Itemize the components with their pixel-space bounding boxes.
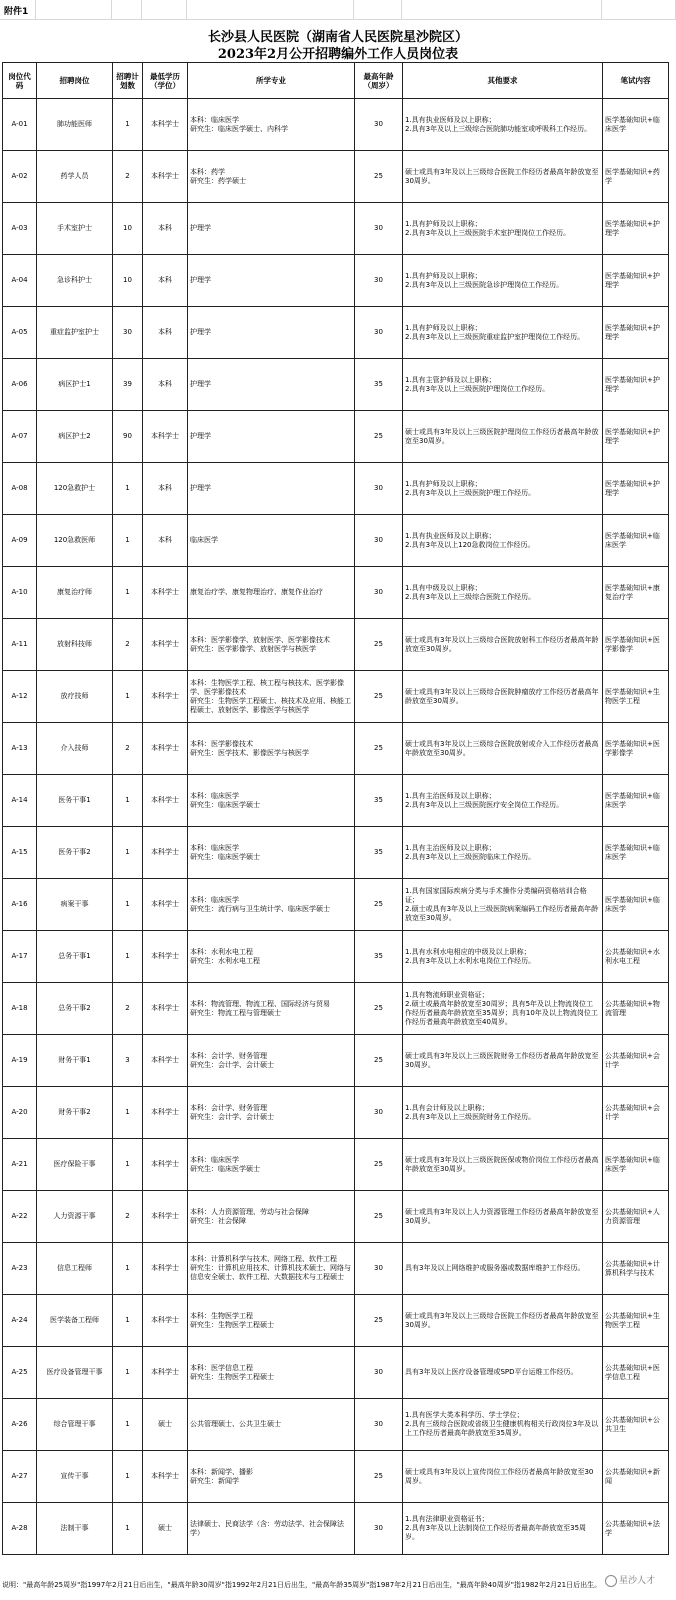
cell-major: 本科：人力资源管理、劳动与社会保障 研究生：社会保障 (188, 1191, 355, 1243)
cell-post: 总务干事1 (37, 931, 113, 983)
cell-age: 25 (355, 1191, 403, 1243)
header-code: 岗位代码 (3, 63, 37, 99)
cell-num: 1 (113, 1295, 143, 1347)
cell-post: 手术室护士 (37, 203, 113, 255)
table-row (3, 567, 669, 619)
cell-age: 35 (355, 359, 403, 411)
cell-req: 1.具有护师及以上职称； 2.具有3年及以上三级医院手术室护理岗位工作经历。 (403, 203, 603, 255)
table-row (3, 1139, 669, 1191)
cell-code: A-12 (3, 671, 37, 723)
cell-exam: 公共基础知识+新闻 (603, 1451, 669, 1503)
cell-edu: 本科学士 (143, 151, 188, 203)
cell-num: 1 (113, 463, 143, 515)
header-exam: 笔试内容 (603, 63, 669, 99)
cell-req: 1.具有主治医师及以上职称； 2.具有3年及以上三级医院医疗安全岗位工作经历。 (403, 775, 603, 827)
cell-age: 30 (355, 515, 403, 567)
cell-num: 1 (113, 1243, 143, 1295)
cell-age: 25 (355, 1139, 403, 1191)
cell-edu: 本科 (143, 307, 188, 359)
cell-edu: 本科 (143, 255, 188, 307)
cell-code: A-22 (3, 1191, 37, 1243)
cell-major: 护理学 (188, 203, 355, 255)
cell-edu: 本科学士 (143, 1295, 188, 1347)
cell-num: 2 (113, 151, 143, 203)
watermark-text: 星沙人才 (618, 1576, 655, 1586)
positions-table (2, 62, 669, 1555)
cell-post: 120急救护士 (37, 463, 113, 515)
cell-major: 本科：会计学、财务管理 研究生：会计学、会计硕士 (188, 1035, 355, 1087)
cell-major: 本科：水利水电工程 研究生：水利水电工程 (188, 931, 355, 983)
cell-age: 35 (355, 775, 403, 827)
cell-exam: 医学基础知识+护理学 (603, 359, 669, 411)
cell-num: 1 (113, 1399, 143, 1451)
cell-req: 1.具有水利水电相应的中级及以上职称； 2.具有3年及以上水利水电岗位工作经历。 (403, 931, 603, 983)
cell-age: 30 (355, 1503, 403, 1555)
cell-num: 30 (113, 307, 143, 359)
cell-exam: 医学基础知识+临床医学 (603, 827, 669, 879)
cell-code: A-28 (3, 1503, 37, 1555)
table-row (3, 151, 669, 203)
cell-req: 硕士或具有3年及以上三级医院医保或物价岗位工作经历者最高年龄放宽至30周岁。 (403, 1139, 603, 1191)
cell-num: 90 (113, 411, 143, 463)
table-row (3, 463, 669, 515)
cell-exam: 医学基础知识+医学影像学 (603, 619, 669, 671)
cell-post: 宣传干事 (37, 1451, 113, 1503)
cell-age: 30 (355, 1087, 403, 1139)
table-row (3, 411, 669, 463)
table-row (3, 1503, 669, 1555)
cell-post: 病区护士2 (37, 411, 113, 463)
cell-req: 硕士或具有3年及以上三级综合医院放射科工作经历者最高年龄放宽至30周岁。 (403, 619, 603, 671)
cell-code: A-25 (3, 1347, 37, 1399)
cell-exam: 公共基础知识+计算机科学与技术 (603, 1243, 669, 1295)
cell-age: 25 (355, 671, 403, 723)
cell-exam: 医学基础知识+临床医学 (603, 775, 669, 827)
cell-major: 护理学 (188, 255, 355, 307)
cell-req: 1.具有法律职业资格证书； 2.具有3年及以上法制岗位工作经历者最高年龄放宽至35周岁。 (403, 1503, 603, 1555)
header-req: 其他要求 (403, 63, 603, 99)
cell-req: 1.具有护师及以上职称； 2.具有3年及以上三级医院急诊护理岗位工作经历。 (403, 255, 603, 307)
cell-edu: 本科 (143, 515, 188, 567)
header-age: 最高年龄（周岁） (355, 63, 403, 99)
cell-major: 护理学 (188, 359, 355, 411)
cell-age: 35 (355, 931, 403, 983)
cell-major: 本科：临床医学 研究生：流行病与卫生统计学、临床医学硕士 (188, 879, 355, 931)
cell-exam: 医学基础知识+临床医学 (603, 879, 669, 931)
cell-major: 本科：医学影像学、放射医学、医学影像技术 研究生：医学影像学、放射医学与核医学 (188, 619, 355, 671)
cell-major: 临床医学 (188, 515, 355, 567)
cell-exam: 医学基础知识+临床医学 (603, 99, 669, 151)
cell-age: 25 (355, 1035, 403, 1087)
cell-edu: 本科学士 (143, 827, 188, 879)
cell-num: 1 (113, 827, 143, 879)
cell-post: 医务干事1 (37, 775, 113, 827)
cell-code: A-15 (3, 827, 37, 879)
table-row (3, 1191, 669, 1243)
table-row (3, 203, 669, 255)
cell-code: A-17 (3, 931, 37, 983)
cell-req: 硕士或具有3年及以上三级医院护理岗位工作经历者最高年龄放宽至30周岁。 (403, 411, 603, 463)
header-post: 招聘岗位 (37, 63, 113, 99)
cell-code: A-02 (3, 151, 37, 203)
cell-code: A-27 (3, 1451, 37, 1503)
cell-major: 本科：临床医学 研究生：临床医学硕士 (188, 827, 355, 879)
cell-req: 硕士或具有3年及以上宣传岗位工作经历者最高年龄放宽至30周岁。 (403, 1451, 603, 1503)
cell-num: 1 (113, 567, 143, 619)
table-row (3, 1087, 669, 1139)
cell-code: A-09 (3, 515, 37, 567)
cell-major: 康复治疗学、康复物理治疗、康复作业治疗 (188, 567, 355, 619)
attachment-label: 附件1 (4, 7, 29, 17)
cell-req: 1.具有护师及以上职称； 2.具有3年及以上三级医院重症监护室护理岗位工作经历。 (403, 307, 603, 359)
cell-edu: 本科学士 (143, 671, 188, 723)
cell-req: 1.具有主治医师及以上职称； 2.具有3年及以上三级医院临床工作经历。 (403, 827, 603, 879)
table-row (3, 1295, 669, 1347)
cell-num: 1 (113, 1139, 143, 1191)
cell-edu: 本科学士 (143, 1451, 188, 1503)
cell-age: 25 (355, 879, 403, 931)
cell-age: 35 (355, 827, 403, 879)
cell-exam: 医学基础知识+药学 (603, 151, 669, 203)
table-row (3, 1243, 669, 1295)
cell-num: 1 (113, 1451, 143, 1503)
cell-code: A-21 (3, 1139, 37, 1191)
cell-age: 25 (355, 411, 403, 463)
cell-age: 30 (355, 203, 403, 255)
cell-age: 30 (355, 1347, 403, 1399)
cell-req: 硕士或具有3年及以上三级医院财务工作经历者最高年龄放宽至30周岁。 (403, 1035, 603, 1087)
cell-post: 重症监护室护士 (37, 307, 113, 359)
cell-req: 1.具有医学大类本科学历、学士学位； 2.具有三级综合医院或省级卫生健康机构相关行政岗位3年及以上工作经历者最高年龄放宽至35周岁。 (403, 1399, 603, 1451)
cell-num: 2 (113, 1191, 143, 1243)
cell-exam: 公共基础知识+物流管理 (603, 983, 669, 1035)
cell-exam: 医学基础知识+护理学 (603, 203, 669, 255)
cell-num: 39 (113, 359, 143, 411)
cell-num: 1 (113, 931, 143, 983)
cell-major: 本科：计算机科学与技术、网络工程、软件工程 研究生：计算机应用技术、计算机技术硕士、网络与信息安全硕士、软件工程、大数据技术与工程硕士 (188, 1243, 355, 1295)
cell-code: A-20 (3, 1087, 37, 1139)
cell-num: 2 (113, 619, 143, 671)
cell-num: 1 (113, 1347, 143, 1399)
cell-num: 2 (113, 723, 143, 775)
cell-post: 病案干事 (37, 879, 113, 931)
cell-major: 本科：医学影像技术 研究生：医学技术、影像医学与核医学 (188, 723, 355, 775)
cell-edu: 本科学士 (143, 1087, 188, 1139)
table-row (3, 671, 669, 723)
cell-post: 医疗保险干事 (37, 1139, 113, 1191)
cell-num: 1 (113, 1503, 143, 1555)
cell-age: 30 (355, 567, 403, 619)
cell-post: 医务干事2 (37, 827, 113, 879)
cell-code: A-26 (3, 1399, 37, 1451)
cell-req: 1.具有主管护师及以上职称； 2.具有3年及以上三级医院护理岗位工作经历。 (403, 359, 603, 411)
cell-exam: 公共基础知识+会计学 (603, 1087, 669, 1139)
table-row (3, 307, 669, 359)
cell-code: A-04 (3, 255, 37, 307)
cell-num: 1 (113, 775, 143, 827)
cell-code: A-13 (3, 723, 37, 775)
cell-edu: 本科学士 (143, 1347, 188, 1399)
cell-exam: 医学基础知识+生物医学工程 (603, 671, 669, 723)
footnote: 说明："最高年龄25周岁"指1997年2月21日后出生，"最高年龄30周岁"指1992年2月21日后出生，"最高年龄35周岁"指1987年2月21日后出生，"最高年龄40周岁"指1982年2月21日后出生。 (2, 1581, 602, 1589)
cell-exam: 公共基础知识+公共卫生 (603, 1399, 669, 1451)
cell-code: A-14 (3, 775, 37, 827)
table-row (3, 775, 669, 827)
cell-num: 10 (113, 255, 143, 307)
cell-req: 具有3年及以上医疗设备管理或SPD平台运维工作经历。 (403, 1347, 603, 1399)
table-header-row (3, 63, 669, 99)
cell-code: A-16 (3, 879, 37, 931)
cell-major: 护理学 (188, 307, 355, 359)
cell-exam: 医学基础知识+临床医学 (603, 515, 669, 567)
cell-code: A-24 (3, 1295, 37, 1347)
cell-req: 1.具有中级及以上职称； 2.具有3年及以上三级综合医院工作经历。 (403, 567, 603, 619)
cell-edu: 本科学士 (143, 619, 188, 671)
cell-exam: 公共基础知识+水利水电工程 (603, 931, 669, 983)
cell-edu: 本科学士 (143, 1191, 188, 1243)
cell-post: 病区护士1 (37, 359, 113, 411)
cell-major: 护理学 (188, 411, 355, 463)
cell-age: 30 (355, 463, 403, 515)
cell-exam: 医学基础知识+康复治疗学 (603, 567, 669, 619)
cell-post: 法制干事 (37, 1503, 113, 1555)
cell-major: 法律硕士、民商法学（含：劳动法学、社会保障法学） (188, 1503, 355, 1555)
cell-code: A-05 (3, 307, 37, 359)
cell-edu: 本科 (143, 463, 188, 515)
cell-exam: 公共基础知识+医学信息工程 (603, 1347, 669, 1399)
document-title-line2: 2023年2月公开招聘编外工作人员岗位表 (217, 47, 459, 62)
cell-code: A-07 (3, 411, 37, 463)
cell-exam: 公共基础知识+会计学 (603, 1035, 669, 1087)
cell-edu: 本科学士 (143, 1243, 188, 1295)
cell-major: 本科：医学信息工程 研究生：生物医学工程硕士 (188, 1347, 355, 1399)
cell-post: 介入技师 (37, 723, 113, 775)
cell-req: 硕士或具有3年及以上三级综合医院肿瘤放疗工作经历者最高年龄放宽至30周岁。 (403, 671, 603, 723)
cell-major: 公共管理硕士、公共卫生硕士 (188, 1399, 355, 1451)
cell-major: 本科：新闻学、播影 研究生：新闻学 (188, 1451, 355, 1503)
cell-major: 本科：临床医学 研究生：临床医学硕士、内科学 (188, 99, 355, 151)
cell-req: 1.具有护师及以上职称； 2.具有3年及以上三级医院护理工作经历。 (403, 463, 603, 515)
cell-edu: 本科学士 (143, 411, 188, 463)
cell-code: A-03 (3, 203, 37, 255)
cell-edu: 本科学士 (143, 931, 188, 983)
cell-req: 1.具有国家国际疾病分类与手术操作分类编码资格培训合格证； 2.硕士或具有3年及以上三级医院病案编码工作经历者最高年龄放宽至30周岁。 (403, 879, 603, 931)
cell-req: 硕士或具有3年及以上人力资源管理工作经历者最高年龄放宽至30周岁。 (403, 1191, 603, 1243)
cell-post: 放疗技师 (37, 671, 113, 723)
table-row (3, 1347, 669, 1399)
cell-exam: 医学基础知识+护理学 (603, 307, 669, 359)
cell-exam: 公共基础知识+生物医学工程 (603, 1295, 669, 1347)
cell-num: 3 (113, 1035, 143, 1087)
cell-age: 25 (355, 1295, 403, 1347)
cell-post: 放射科技师 (37, 619, 113, 671)
cell-exam: 医学基础知识+临床医学 (603, 1139, 669, 1191)
cell-post: 总务干事2 (37, 983, 113, 1035)
cell-req: 硕士或具有3年及以上三级综合医院工作经历者最高年龄放宽至30周岁。 (403, 151, 603, 203)
table-row (3, 879, 669, 931)
table-row (3, 515, 669, 567)
cell-edu: 本科学士 (143, 879, 188, 931)
cell-major: 本科：药学 研究生：药学硕士 (188, 151, 355, 203)
table-row (3, 255, 669, 307)
cell-major: 本科：临床医学 研究生：临床医学硕士 (188, 775, 355, 827)
cell-age: 30 (355, 1399, 403, 1451)
cell-exam: 公共基础知识+人力资源管理 (603, 1191, 669, 1243)
cell-post: 医疗设备管理干事 (37, 1347, 113, 1399)
cell-exam: 医学基础知识+护理学 (603, 255, 669, 307)
table-row (3, 827, 669, 879)
header-num: 招聘计划数 (113, 63, 143, 99)
cell-post: 信息工程师 (37, 1243, 113, 1295)
cell-edu: 本科学士 (143, 567, 188, 619)
cell-major: 本科：生物医学工程、核工程与核技术、医学影像学、医学影像技术 研究生：生物医学工程硕士、核技术及应用、核能工程硕士、放射医学、影像医学与核医学 (188, 671, 355, 723)
wechat-logo-icon (605, 1575, 617, 1587)
cell-code: A-11 (3, 619, 37, 671)
cell-edu: 本科学士 (143, 1035, 188, 1087)
cell-req: 1.具有物流师职业资格证； 2.硕士或最高年龄放宽至30周岁；具有5年及以上物流岗位工作经历者最高年龄放宽至35周岁；具有10年及以上物流岗位工作经历者最高年龄放宽至40周岁。 (403, 983, 603, 1035)
spreadsheet-grid-top (0, 0, 676, 20)
cell-exam: 公共基础知识+法学 (603, 1503, 669, 1555)
table-row (3, 931, 669, 983)
cell-code: A-18 (3, 983, 37, 1035)
cell-major: 本科：物流管理、物流工程、国际经济与贸易 研究生：物流工程与管理硕士 (188, 983, 355, 1035)
cell-post: 医学装备工程师 (37, 1295, 113, 1347)
cell-post: 财务干事1 (37, 1035, 113, 1087)
cell-req: 1.具有执业医师及以上职称； 2.具有3年及以上120急救岗位工作经历。 (403, 515, 603, 567)
cell-edu: 本科 (143, 203, 188, 255)
cell-post: 120急救医师 (37, 515, 113, 567)
cell-post: 药学人员 (37, 151, 113, 203)
cell-code: A-08 (3, 463, 37, 515)
cell-req: 1.具有执业医师及以上职称； 2.具有3年及以上三级综合医院肺功能室或呼吸科工作经历。 (403, 99, 603, 151)
cell-post: 急诊科护士 (37, 255, 113, 307)
table-row (3, 99, 669, 151)
cell-post: 综合管理干事 (37, 1399, 113, 1451)
table-row (3, 359, 669, 411)
header-edu: 最低学历（学位） (143, 63, 188, 99)
table-row (3, 619, 669, 671)
cell-age: 25 (355, 723, 403, 775)
watermark (602, 1572, 658, 1588)
cell-age: 30 (355, 255, 403, 307)
cell-major: 本科：临床医学 研究生：临床医学硕士 (188, 1139, 355, 1191)
table-row (3, 1035, 669, 1087)
cell-age: 25 (355, 151, 403, 203)
cell-exam: 医学基础知识+护理学 (603, 463, 669, 515)
cell-req: 硕士或具有3年及以上三级综合医院放射或介入工作经历者最高年龄放宽至30周岁。 (403, 723, 603, 775)
table-row (3, 1399, 669, 1451)
cell-num: 1 (113, 99, 143, 151)
cell-major: 本科：生物医学工程 研究生：生物医学工程硕士 (188, 1295, 355, 1347)
cell-edu: 本科学士 (143, 983, 188, 1035)
cell-age: 25 (355, 619, 403, 671)
cell-edu: 本科学士 (143, 775, 188, 827)
cell-num: 10 (113, 203, 143, 255)
cell-edu: 本科学士 (143, 723, 188, 775)
cell-age: 30 (355, 1243, 403, 1295)
cell-post: 财务干事2 (37, 1087, 113, 1139)
cell-num: 1 (113, 1087, 143, 1139)
table-row (3, 723, 669, 775)
cell-edu: 硕士 (143, 1399, 188, 1451)
cell-num: 1 (113, 515, 143, 567)
cell-edu: 本科学士 (143, 99, 188, 151)
cell-edu: 硕士 (143, 1503, 188, 1555)
cell-edu: 本科 (143, 359, 188, 411)
cell-post: 人力资源干事 (37, 1191, 113, 1243)
cell-code: A-23 (3, 1243, 37, 1295)
cell-code: A-10 (3, 567, 37, 619)
cell-num: 2 (113, 983, 143, 1035)
cell-post: 康复治疗师 (37, 567, 113, 619)
document-title-line1: 长沙县人民医院（湖南省人民医院星沙院区） (207, 30, 468, 45)
cell-code: A-06 (3, 359, 37, 411)
cell-age: 25 (355, 983, 403, 1035)
cell-age: 30 (355, 307, 403, 359)
cell-major: 护理学 (188, 463, 355, 515)
cell-code: A-01 (3, 99, 37, 151)
table-row (3, 1451, 669, 1503)
cell-code: A-19 (3, 1035, 37, 1087)
cell-exam: 医学基础知识+护理学 (603, 411, 669, 463)
cell-major: 本科：会计学、财务管理 研究生：会计学、会计硕士 (188, 1087, 355, 1139)
cell-exam: 医学基础知识+医学影像学 (603, 723, 669, 775)
header-major: 所学专业 (188, 63, 355, 99)
cell-req: 1.具有会计师及以上职称； 2.具有3年及以上三级医院财务工作经历。 (403, 1087, 603, 1139)
cell-req: 硕士或具有3年及以上三级综合医院工作经历者最高年龄放宽至30周岁。 (403, 1295, 603, 1347)
cell-req: 具有3年及以上网络维护或服务器或数据库维护工作经历。 (403, 1243, 603, 1295)
cell-age: 25 (355, 1451, 403, 1503)
cell-edu: 本科学士 (143, 1139, 188, 1191)
cell-age: 30 (355, 99, 403, 151)
table-row (3, 983, 669, 1035)
cell-num: 1 (113, 671, 143, 723)
cell-num: 1 (113, 879, 143, 931)
cell-post: 肺功能医师 (37, 99, 113, 151)
